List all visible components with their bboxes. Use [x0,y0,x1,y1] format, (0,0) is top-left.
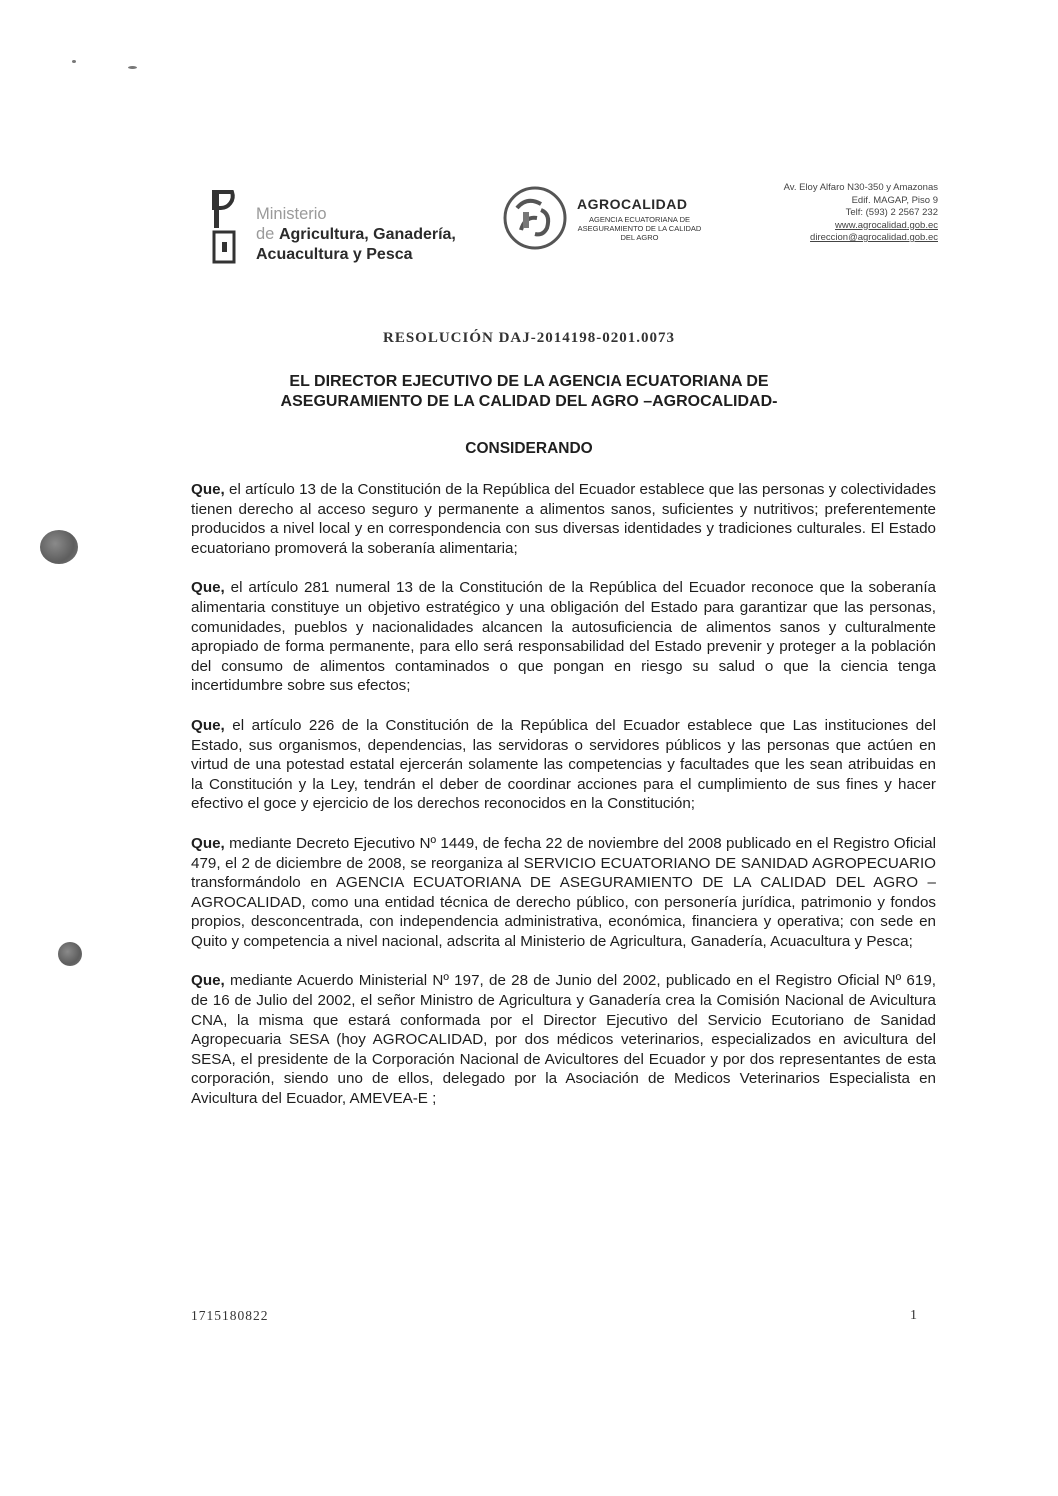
paragraph-text: el artículo 13 de la Constitución de la República del Ecuador establece que las personas y colectividades tienen derecho al acceso seguro y permanente a alimentos sanos, suficientes y nutritivos; preferentemente producidos a nivel local y en correspondencia con sus diversas identidades y tradiciones culturales. El Estado ecuatoriano promoverá la soberanía alimentaria; [191,481,936,557]
consideration-paragraph [191,834,936,952]
paragraph-text: el artículo 226 de la Constitución de la República del Ecuador establece que Las instituciones del Estado, sus organismos, dependencias, las servidoras o servidores públicos y las personas que actúen en virtud de una potestad estatal ejercerán solamente las competencias y facultades que les sean atribuidas en la Constitución y la Ley, tendrán el deber de coordinar acciones para el cumplimiento de sus fines y hacer efectivo el goce y ejercicio de los derechos reconocidos en la Constitución; [191,716,936,813]
phone-line: Telf: (593) 2 2567 232 [845,207,938,218]
agrocalidad-emblem-icon [497,178,573,256]
address-line: Av. Eloy Alfaro N30-350 y Amazonas [783,182,938,193]
considerando-heading: CONSIDERANDO [465,440,593,457]
consideration-paragraph [191,480,936,558]
agrocalidad-name: AGROCALIDAD [577,196,688,212]
paragraph-lead: Que, [191,834,225,852]
director-heading-line2: ASEGURAMIENTO DE LA CALIDAD DEL AGRO –AGROCALIDAD- [280,393,778,410]
consideration-paragraph [191,971,936,1108]
agrocalidad-logo [497,178,717,262]
letterhead [0,170,1058,270]
paragraph-text: mediante Decreto Ejecutivo Nº 1449, de fecha 22 de noviembre del 2008 publicado en el Registro Oficial 479, el 2 de diciembre de 2008, se reorganiza al SERVICIO ECUATORIANO DE SANIDAD AGROPECUARIO transformándolo en AGENCIA ECUATORIANA DE ASEGURAMIENTO DE LA CALIDAD DEL AGRO – AGROCALIDAD, como una entidad técnica de derecho público, con personería jurídica, patrimonio y fondos propios, desconcentrada, con independencia administrativa, económica, financiera y operativa; con sede en Quito y competencia a nivel nacional, adscrita al Ministerio de Agricultura, Ganadería, Acuacultura y Pesca; [191,834,936,950]
consideration-paragraph [191,578,936,696]
paragraph-text: mediante Acuerdo Ministerial Nº 197, de 28 de Junio del 2002, publicado en el Registro Oficial Nº 619, de 16 de Julio del 2002, el señor Ministro de Agricultura y Ganadería crea la Comisión Nacional de Avicultura CNA, la misma que estará conformada por el Director Ejecutivo del Servicio Ecutoriano de Sanidad Agropecuaria SESA (hoy AGROCALIDAD, por dos médicos veterinarios, especializados en avicultura del SESA, el presidente de la Corporación Nacional de Avicultores del Ecuador y por dos representantes de esta corporación, siendo uno de ellos, delegado por la Asociación de Medicos Veterinarios Especialista en Avicultura del Ecuador, AMEVEA-E ; [191,972,936,1108]
director-heading [0,372,1058,412]
director-heading-line1: EL DIRECTOR EJECUTIVO DE LA AGENCIA ECUATORIANA DE [289,373,769,390]
paragraph-lead: Que, [191,579,225,597]
ministry-line2: Agricultura, Ganadería, [278,226,456,243]
scan-speck [72,60,76,63]
address-line: Edif. MAGAP, Piso 9 [851,194,938,206]
page-number: 1 [910,1308,917,1323]
address-block [784,182,938,245]
considerations-list [191,480,936,1129]
resolution-title: RESOLUCIÓN DAJ-2014198-0201.0073 [382,330,675,346]
document-id: 1715180822 [191,1308,269,1323]
consideration-paragraph [191,716,936,814]
punch-hole-mark [58,942,82,966]
ministry-line2-prefix: de [256,225,279,243]
punch-hole-mark [40,530,78,564]
website-link[interactable]: www.agrocalidad.gob.ec [835,219,938,231]
ministry-logo [206,182,496,268]
ministry-line3: Acuacultura y Pesca [256,246,413,263]
paragraph-lead: Que, [191,972,225,990]
agrocalidad-subtitle: AGENCIA ECUATORIANA DE ASEGURAMIENTO DE LA CALIDAD DEL AGRO [577,215,702,242]
scan-speck [128,66,137,69]
paragraph-lead: Que, [191,481,225,498]
paragraph-text: el artículo 281 numeral 13 de la Constitución de la República del Ecuador reconoce que la soberanía alimentaria constituye un objetivo estratégico y una obligación del Estado para garantizar que las personas, comunidades, pueblos y nacionalidades alcancen la autosuficiencia de alimentos sanos y culturalmente apropiado de forma permanente, para ello será responsabilidad del Estado prevenir y proteger a la población del consumo de alimentos contaminados o que pongan en riesgo su salud o que la ciencia tenga incertidumbre sobre sus efectos; [191,579,936,695]
ministry-line1: Ministerio [256,205,327,223]
ministry-emblem-icon [206,188,250,268]
paragraph-lead: Que, [191,716,225,734]
email-link[interactable]: direccion@agrocalidad.gob.ec [810,232,938,243]
